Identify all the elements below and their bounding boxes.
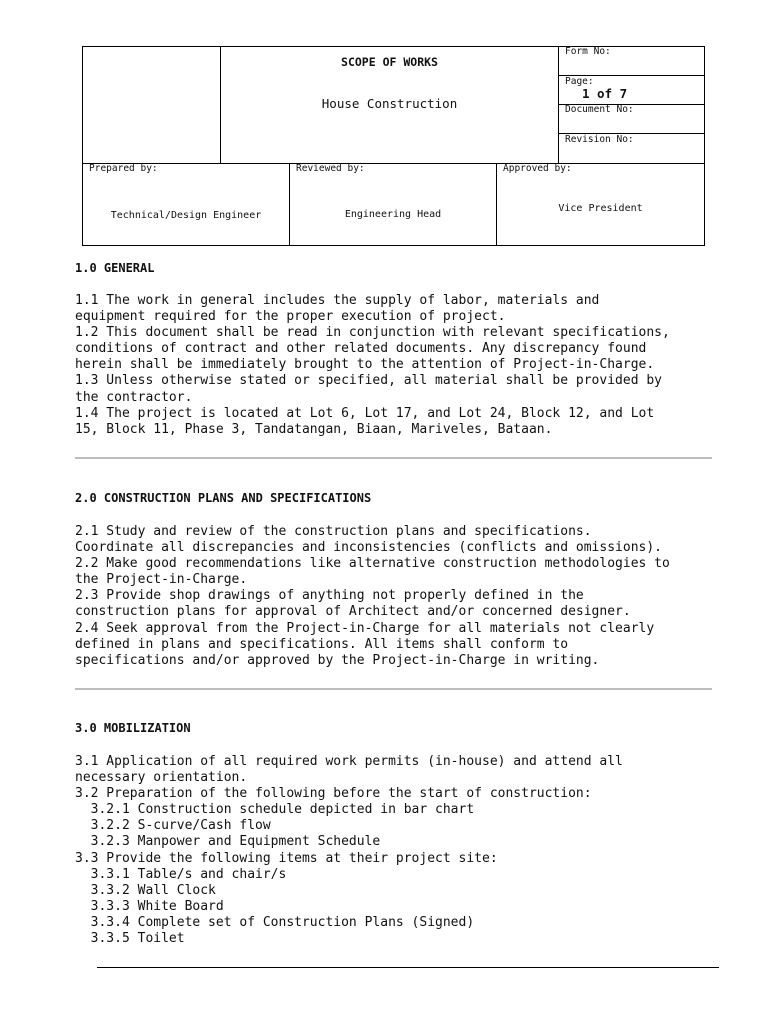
logo-cell [82, 46, 221, 164]
prepared-by-label: Prepared by: [89, 163, 158, 174]
body-line: 3.2.1 Construction schedule depicted in bar chart [75, 802, 475, 818]
body-line: 3.3.4 Complete set of Construction Plans (Signed) [75, 914, 475, 930]
section-body-general [75, 293, 670, 438]
body-line: 3.2.3 Manpower and Equipment Schedule [75, 834, 381, 850]
title-cell [220, 46, 559, 164]
body-line: the Project-in-Charge. [75, 572, 248, 588]
reviewed-by-label: Reviewed by: [296, 163, 365, 174]
body-line: the contractor. [75, 389, 193, 405]
section-heading-general: 1.0 GENERAL [75, 261, 155, 275]
body-line: 3.3 Provide the following items at their project site: [75, 850, 498, 866]
footer-rule [97, 967, 719, 968]
body-line: 15, Block 11, Phase 3, Tandatangan, Biaan, Mariveles, Bataan. [75, 421, 553, 437]
body-line: 3.2 Preparation of the following before the start of construction: [75, 786, 592, 802]
section-heading-mobilization: 3.0 MOBILIZATION [75, 721, 191, 735]
body-line: necessary orientation. [75, 770, 248, 786]
body-line: equipment required for the proper execution of project. [75, 309, 506, 325]
section-body-construction-plans [75, 524, 670, 669]
body-line: 2.3 Provide shop drawings of anything not properly defined in the [75, 588, 584, 604]
body-line: 3.2.2 S-curve/Cash flow [75, 818, 271, 834]
document-title: SCOPE OF WORKS [341, 55, 438, 69]
document-no-cell [558, 104, 705, 134]
body-line: herein shall be immediately brought to the attention of Project-in-Charge. [75, 357, 655, 373]
section-heading-construction-plans: 2.0 CONSTRUCTION PLANS AND SPECIFICATIONS [75, 491, 372, 505]
body-line: conditions of contract and other related documents. Any discrepancy found [75, 341, 647, 357]
page-number: 1 of 7 [582, 86, 628, 101]
form-no-cell [558, 46, 705, 76]
document-subtitle: House Construction [321, 96, 458, 111]
section-divider [75, 688, 712, 690]
document-no-label: Document No: [565, 104, 634, 115]
body-line: 3.1 Application of all required work permits (in-house) and attend all [75, 754, 623, 769]
body-line: 3.3.5 Toilet [75, 931, 185, 947]
section-body-mobilization [75, 754, 623, 947]
approved-by-value: Vice President [558, 203, 643, 214]
revision-no-cell [558, 133, 705, 164]
body-line: 1.2 This document shall be read in conjunction with relevant specifications, [75, 325, 670, 341]
prepared-by-cell [82, 163, 290, 246]
body-line: 3.3.2 Wall Clock [75, 882, 216, 898]
revision-no-label: Revision No: [565, 134, 634, 145]
body-line: 1.4 The project is located at Lot 6, Lot 17, and Lot 24, Block 12, and Lot [75, 405, 655, 421]
body-line: 1.1 The work in general includes the supply of labor, materials and [75, 293, 600, 308]
body-line: 2.2 Make good recommendations like alternative construction methodologies to [75, 556, 670, 572]
body-line: construction plans for approval of Architect and/or concerned designer. [75, 604, 631, 620]
prepared-by-value: Technical/Design Engineer [110, 210, 262, 221]
section-divider [75, 457, 712, 459]
approved-by-label: Approved by: [503, 163, 572, 174]
approved-by-cell [496, 163, 705, 246]
page-label: Page: [565, 76, 594, 87]
body-line: 2.1 Study and review of the construction plans and specifications. [75, 524, 592, 539]
reviewed-by-value: Engineering Head [344, 209, 442, 220]
body-line: 1.3 Unless otherwise stated or specified, all material shall be provided by [75, 373, 662, 389]
body-line: 3.3.1 Table/s and chair/s [75, 866, 287, 882]
body-line: Coordinate all discrepancies and inconsistencies (conflicts and omissions). [75, 540, 662, 556]
body-line: defined in plans and specifications. All items shall conform to [75, 636, 569, 652]
form-no-label: Form No: [565, 46, 611, 57]
body-line: 2.4 Seek approval from the Project-in-Charge for all materials not clearly [75, 620, 655, 636]
reviewed-by-cell [289, 163, 497, 246]
body-line: specifications and/or approved by the Project-in-Charge in writing. [75, 652, 600, 668]
page-cell [558, 75, 705, 105]
body-line: 3.3.3 White Board [75, 898, 224, 914]
